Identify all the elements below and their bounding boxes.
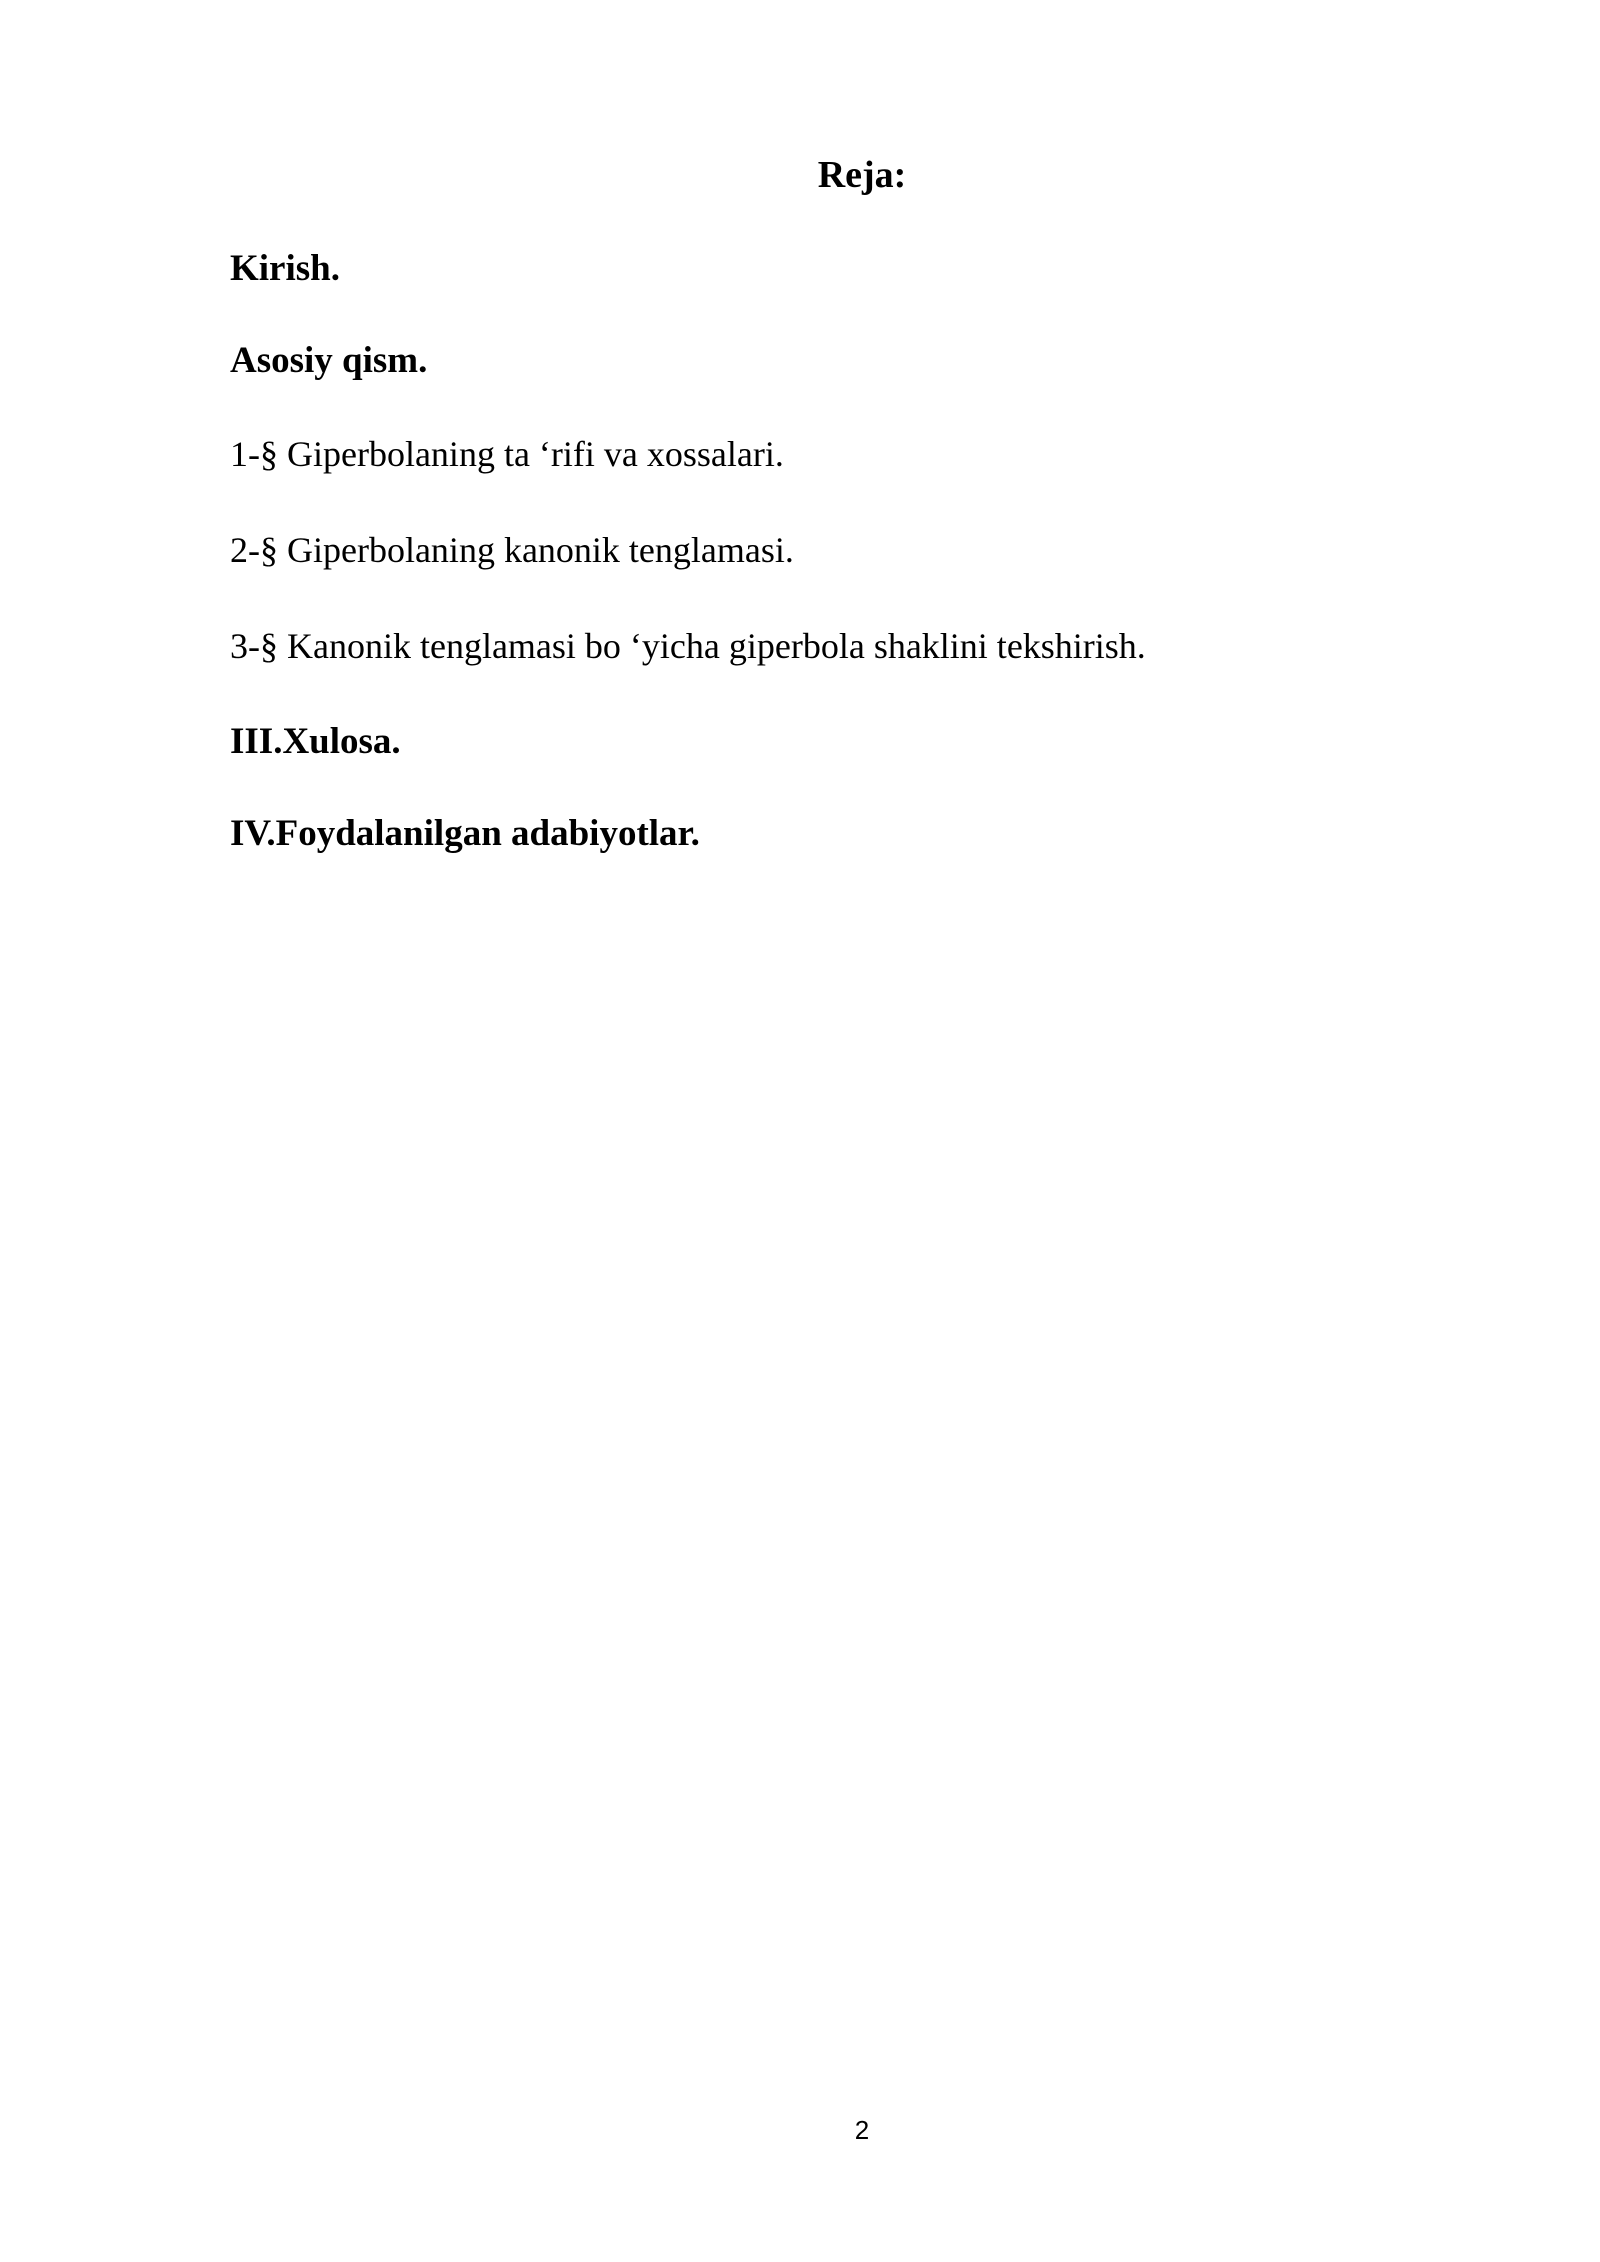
outline-item-section-2: 2-§ Giperbolaning kanonik tenglamasi. — [230, 530, 794, 570]
outline-item-introduction: Kirish. — [230, 248, 340, 289]
page-title: Reja: — [817, 154, 907, 196]
outline-item-section-3: 3-§ Kanonik tenglamasi bo ‘yicha giperbola shaklini tekshirish. — [230, 626, 1146, 666]
outline-item-section-1: 1-§ Giperbolaning ta ‘rifi va xossalari. — [230, 434, 784, 474]
outline-item-main-part: Asosiy qism. — [230, 340, 428, 381]
page-number: 2 — [854, 2115, 870, 2145]
outline-item-conclusion: III.Xulosa. — [230, 721, 401, 762]
outline-item-references: IV.Foydalanilgan adabiyotlar. — [230, 813, 700, 854]
